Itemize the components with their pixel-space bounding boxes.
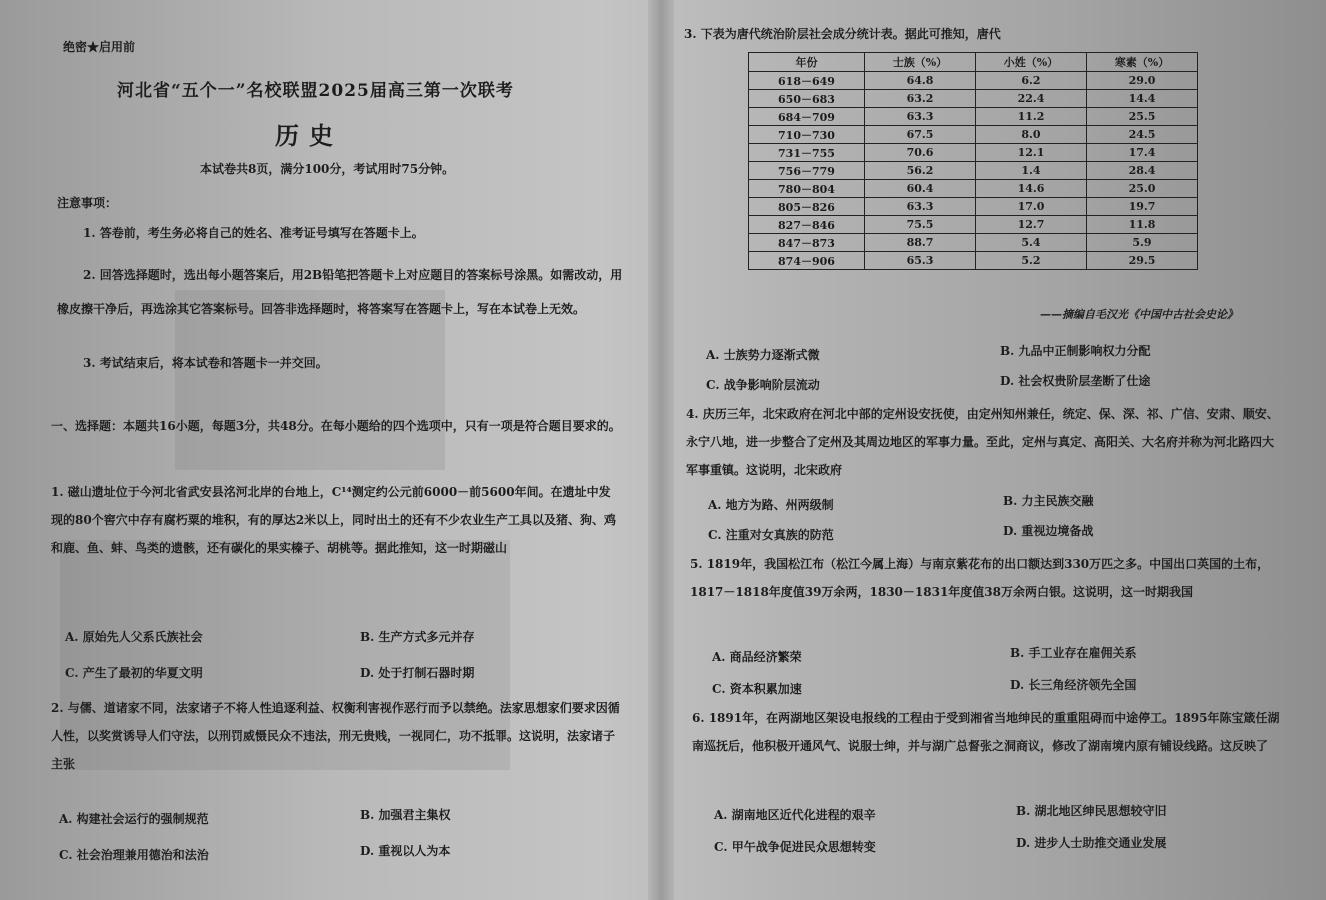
column-header: 士族（%） [864,53,975,72]
q4-option-a[interactable]: A. 地方为路、州两级制 [708,498,834,512]
q3-option-d[interactable]: D. 社会权贵阶层垄断了仕途 [1000,374,1151,388]
table-row [749,108,1198,126]
table-cell: 8.0 [975,126,1086,144]
q5-option-d[interactable]: D. 长三角经济领先全国 [1010,678,1137,692]
table-cell: 64.8 [864,72,975,90]
question-3-stem: 3. 下表为唐代统治阶层社会成分统计表。据此可推知，唐代 [684,27,1001,41]
q6-option-c[interactable]: C. 甲午战争促进民众思想转变 [714,840,876,854]
table-cell: 1.4 [975,162,1086,180]
table-cell: 5.4 [975,234,1086,252]
table-cell: 756－779 [749,162,865,180]
table-cell: 684－709 [749,108,865,126]
q1-option-b[interactable]: B. 生产方式多元并存 [360,630,475,644]
q6-option-d[interactable]: D. 进步人士助推交通业发展 [1016,836,1167,850]
q4-option-b[interactable]: B. 力主民族交融 [1003,494,1094,508]
table-row [749,234,1198,252]
table-cell: 19.7 [1086,198,1197,216]
q1-option-a[interactable]: A. 原始先人父系氏族社会 [65,630,203,644]
exam-title: 河北省“五个一”名校联盟2025届高三第一次联考 [117,81,514,101]
table-cell: 11.8 [1086,216,1197,234]
table-cell: 12.1 [975,144,1086,162]
table-cell: 22.4 [975,90,1086,108]
q3-option-a[interactable]: A. 士族势力逐渐式微 [706,348,820,362]
q2-option-d[interactable]: D. 重视以人为本 [360,844,451,858]
table-cell: 63.2 [864,90,975,108]
table-row [749,72,1198,90]
table-cell: 805－826 [749,198,865,216]
table-cell: 29.5 [1086,252,1197,270]
table-row [749,144,1198,162]
table-cell: 24.5 [1086,126,1197,144]
social-class-table [748,52,1198,270]
q5-option-b[interactable]: B. 手工业存在雇佣关系 [1010,646,1137,660]
table-cell: 17.4 [1086,144,1197,162]
q2-option-b[interactable]: B. 加强君主集权 [360,808,451,822]
table-cell: 63.3 [864,108,975,126]
table-row [749,198,1198,216]
table-cell: 28.4 [1086,162,1197,180]
column-header: 寒素（%） [1086,53,1197,72]
table-cell: 847－873 [749,234,865,252]
q2-option-a[interactable]: A. 构建社会运行的强制规范 [59,812,209,826]
table-cell: 780－804 [749,180,865,198]
table-cell: 731－755 [749,144,865,162]
table-cell: 75.5 [864,216,975,234]
table-cell: 67.5 [864,126,975,144]
table-header-row [749,53,1198,72]
table-cell: 65.3 [864,252,975,270]
table-source: ——摘编自毛汉光《中国中古社会史论》 [1040,308,1238,321]
table-cell: 63.3 [864,198,975,216]
table-cell: 5.2 [975,252,1086,270]
table-cell: 70.6 [864,144,975,162]
notes-heading: 注意事项： [57,196,118,210]
question-2-stem: 2. 与儒、道诸家不同，法家诸子不将人性追逐利益、权衡利害视作恶行而予以禁绝。法家思想家们要求因循人性，以奖赏诱导人们守法，以刑罚威慑民众不违法，刑无贵贱，一视同仁，功不抵罪。这说明，法家诸子主张 [51,701,620,771]
q5-option-a[interactable]: A. 商品经济繁荣 [712,650,802,664]
note-1: 1. 答卷前，考生务必将自己的姓名、准考证号填写在答题卡上。 [83,226,424,240]
table-cell: 56.2 [864,162,975,180]
table-cell: 88.7 [864,234,975,252]
subject-title: 历史 [275,121,343,150]
table-cell: 14.6 [975,180,1086,198]
table-cell: 14.4 [1086,90,1197,108]
note-3: 3. 考试结束后，将本试卷和答题卡一并交回。 [83,356,328,370]
page-fold-shadow [648,0,674,900]
right-page [678,20,1288,880]
q4-option-d[interactable]: D. 重视边境备战 [1003,524,1094,538]
q3-option-c[interactable]: C. 战争影响阶层流动 [706,378,820,392]
table-cell: 6.2 [975,72,1086,90]
table-cell: 29.0 [1086,72,1197,90]
q2-option-c[interactable]: C. 社会治理兼用德治和法治 [59,848,209,862]
left-page [45,30,635,890]
exam-info: 本试卷共8页，满分100分，考试用时75分钟。 [200,162,455,176]
q4-option-c[interactable]: C. 注重对女真族的防范 [708,528,834,542]
table-cell: 17.0 [975,198,1086,216]
table-cell: 25.5 [1086,108,1197,126]
table-cell: 12.7 [975,216,1086,234]
table-row [749,252,1198,270]
table-row [749,90,1198,108]
table-cell: 60.4 [864,180,975,198]
q5-option-c[interactable]: C. 资本积累加速 [712,682,802,696]
question-4-stem: 4. 庆历三年，北宋政府在河北中部的定州设安抚使，由定州知州兼任，统定、保、深、祁、广信、安肃、顺安、永宁八地，进一步整合了定州及其周边地区的军事力量。至此，定州与真定、高阳关、大名府并称为河北路四大军事重镇。这说明，北宋政府 [686,407,1279,477]
table-row [749,162,1198,180]
q6-option-a[interactable]: A. 湖南地区近代化进程的艰辛 [714,808,876,822]
q3-option-b[interactable]: B. 九品中正制影响权力分配 [1000,344,1151,358]
table-cell: 25.0 [1086,180,1197,198]
note-2: 2. 回答选择题时，选出每小题答案后，用2B铅笔把答题卡上对应题目的答案标号涂黑。如需改动，用橡皮擦干净后，再选涂其它答案标号。回答非选择题时，将答案写在答题卡上，写在本试卷上无效。 [57,268,623,316]
q6-option-b[interactable]: B. 湖北地区绅民思想较守旧 [1016,804,1167,818]
table-row [749,126,1198,144]
question-6-stem: 6. 1891年，在两湖地区架设电报线的工程由于受到湘省当地绅民的重重阻碍而中途停工。1895年陈宝箴任湖南巡抚后，他积极开通风气、说服士绅，并与湖广总督张之洞商议，修改了湖南境内原有铺设线路。这反映了 [692,711,1280,753]
table-cell: 710－730 [749,126,865,144]
table-cell: 11.2 [975,108,1086,126]
q1-option-d[interactable]: D. 处于打制石器时期 [360,666,475,680]
table-row [749,180,1198,198]
table-cell: 650－683 [749,90,865,108]
table-cell: 874－906 [749,252,865,270]
section-heading: 一、选择题：本题共16小题，每题3分，共48分。在每小题给的四个选项中，只有一项是符合题目要求的。 [51,419,621,433]
table-cell: 827－846 [749,216,865,234]
question-1-stem: 1. 磁山遗址位于今河北省武安县洺河北岸的台地上，C¹⁴测定约公元前6000－前5600年间。在遗址中发现的80个窖穴中存有腐朽粟的堆积，有的厚达2米以上，同时出土的还有不少农业生产工具以及猪、狗、鸡和鹿、鱼、蚌、鸟类的遗骸，还有碳化的果实榛子、胡桃等。据此推知，这一时期磁山 [51,485,617,555]
q1-option-c[interactable]: C. 产生了最初的华夏文明 [65,666,203,680]
column-header: 年份 [749,53,865,72]
table-cell: 5.9 [1086,234,1197,252]
question-5-stem: 5. 1819年，我国松江布（松江今属上海）与南京紫花布的出口额达到330万匹之多。中国出口英国的土布，1817－1818年度值39万余两，1830－1831年度值38万余两白银。这说明，这一时期我国 [690,557,1270,599]
table-row [749,216,1198,234]
secret-label: 绝密★启用前 [63,40,136,54]
column-header: 小姓（%） [975,53,1086,72]
table-cell: 618－649 [749,72,865,90]
